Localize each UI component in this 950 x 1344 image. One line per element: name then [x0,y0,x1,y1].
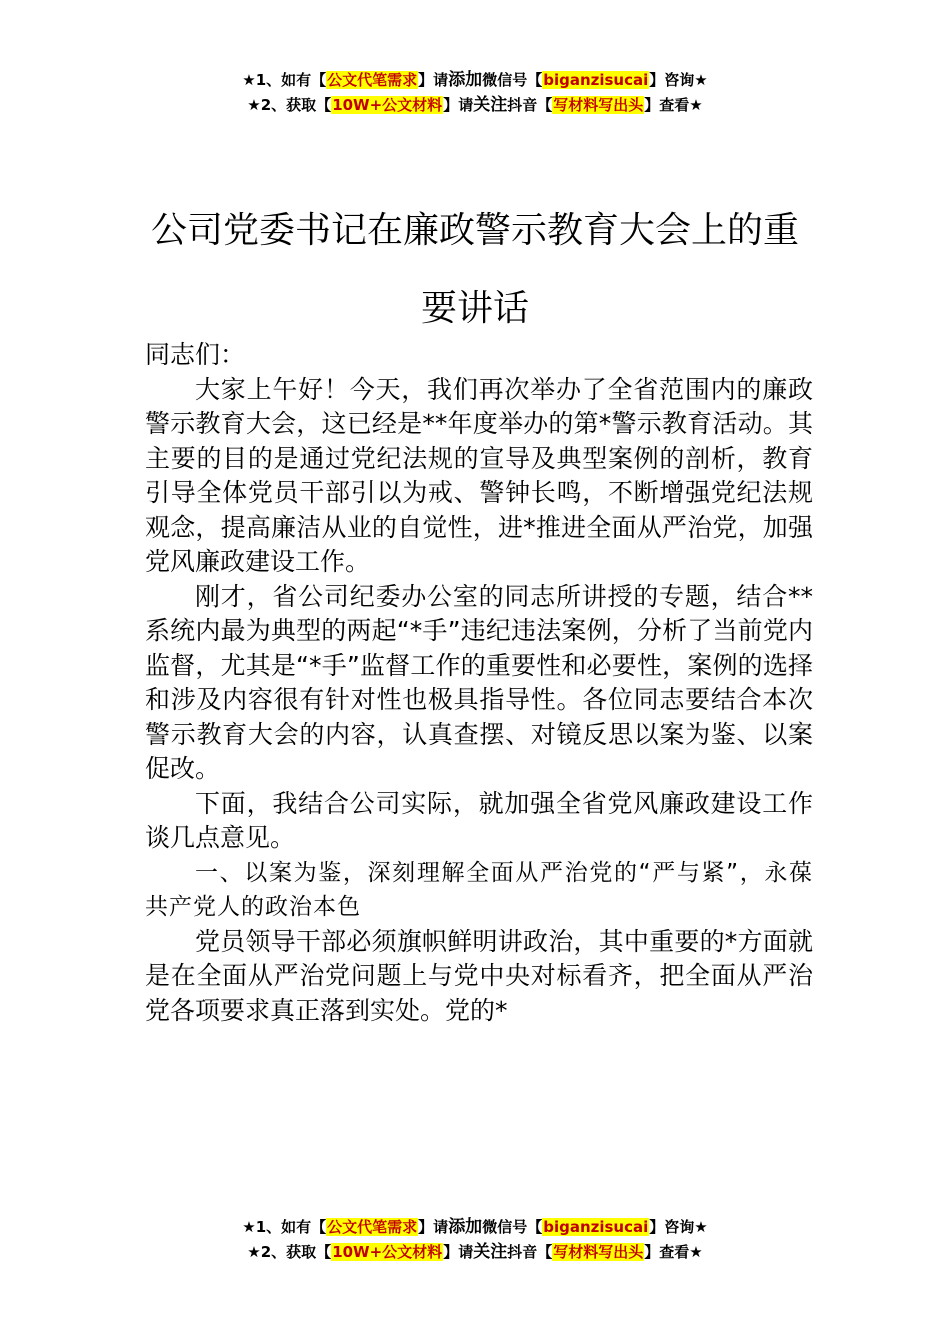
highlight-douyin-account: 写材料写出头 [553,1243,644,1261]
promo-line-2: ★2、获取【10W+公文材料】请关注抖音【写材料写出头】查看★ [247,95,703,115]
section-heading: 一、以案为鉴，深刻理解全面从严治党的“严与紧”，永葆共产党人的政治本色 [145,859,813,920]
document-title: 公司党委书记在廉政警示教育大会上的重要讲话 [150,210,799,330]
highlight-materials: 10W+公文材料 [332,96,443,114]
promo-line-1: ★1、如有【公文代笔需求】请添加微信号【biganzisucai】咨询★ [242,1217,708,1237]
highlight-douyin-account: 写材料写出头 [553,96,644,114]
highlight-service: 公文代笔需求 [327,1218,418,1236]
footer-promo-banner [0,1215,950,1265]
highlight-service: 公文代笔需求 [327,71,418,89]
highlight-wechat-id: biganzisucai [543,71,649,89]
promo-line-1: ★1、如有【公文代笔需求】请添加微信号【biganzisucai】咨询★ [242,70,708,90]
body-paragraph: 党员领导干部必须旗帜鲜明讲政治，其中重要的*方面就是在全面从严治党问题上与党中央对标看齐，把全面从严治党各项要求真正落到实处。党的* [145,926,813,1025]
document-body [145,338,813,1028]
body-paragraph: 下面，我结合公司实际，就加强全省党风廉政建设工作谈几点意见。 [145,788,813,852]
highlight-wechat-id: biganzisucai [543,1218,649,1236]
body-paragraph: 大家上午好！今天，我们再次举办了全省范围内的廉政警示教育大会，这已经是**年度举办的第*警示教育活动。其主要的目的是通过党纪法规的宣导及典型案例的剖析，教育引导全体党员干部引以为戒、警钟长鸣，不断增强党纪法规观念，提高廉洁从业的自觉性，进*推进全面从严治党，加强党风廉政建设工作。 [145,374,813,576]
promo-line-2: ★2、获取【10W+公文材料】请关注抖音【写材料写出头】查看★ [247,1242,703,1262]
header-promo-banner [0,68,950,118]
highlight-materials: 10W+公文材料 [332,1243,443,1261]
salutation: 同志们： [145,340,246,369]
body-paragraph: 刚才，省公司纪委办公室的同志所讲授的专题，结合**系统内最为典型的两起“*手”违纪违法案例，分析了当前党内监督，尤其是“*手”监督工作的重要性和必要性，案例的选择和涉及内容很有针对性也极具指导性。各位同志要结合本次警示教育大会的内容，认真查摆、对镜反思以案为鉴、以案促改。 [145,581,813,783]
